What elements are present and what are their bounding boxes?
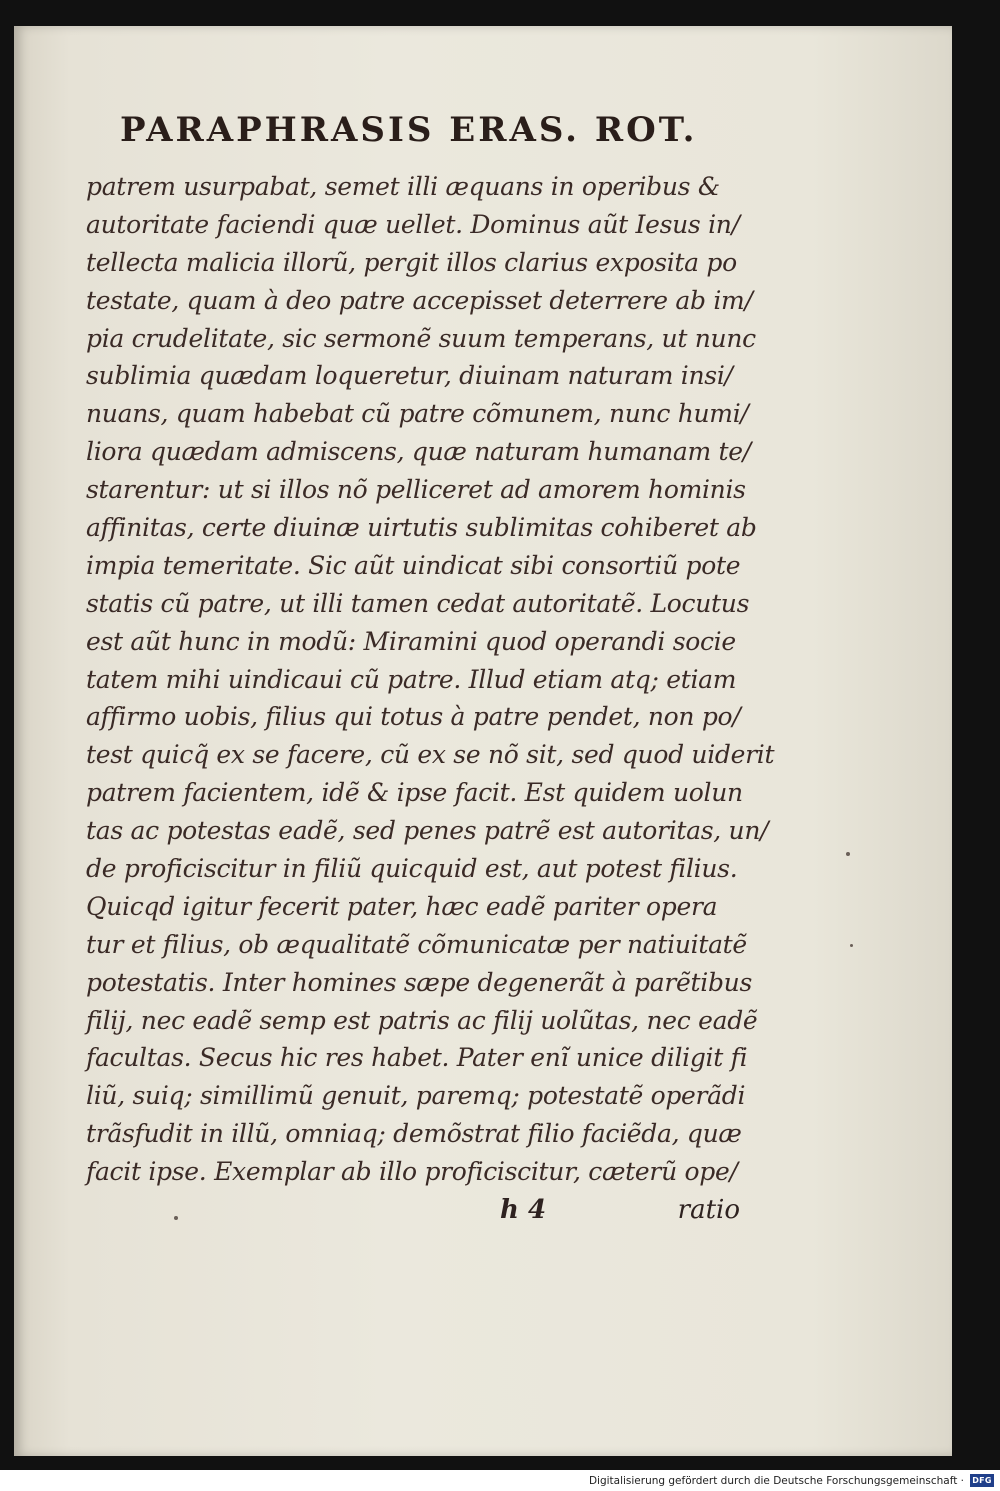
text-line: tatem mihi uindicaui cũ patre. Illud etiam atq; etiam: [86, 664, 737, 694]
text-line: trãsfudit in illũ, omniaq; demõstrat filio faciẽda, quæ: [86, 1119, 742, 1149]
text-line: patrem facientem, idẽ & ipse facit. Est quidem uolun: [86, 778, 743, 808]
text-line: pia crudelitate, sic sermonẽ suum temperans, ut nunc: [86, 323, 756, 353]
signature-line: [500, 1195, 740, 1225]
text-line: sublimia quædam loqueretur, diuinam naturam insi/: [86, 361, 733, 391]
text-line: starentur: ut si illos nõ pelliceret ad amorem hominis: [86, 475, 746, 505]
footer-credit: Digitalisierung gefördert durch die Deutsche Forschungsgemeinschaft ·: [588, 1474, 964, 1487]
text-line: nuans, quam habebat cũ patre cõmunem, nunc humi/: [86, 399, 749, 429]
text-line: liora quædam admiscens, quæ naturam humanam te/: [86, 437, 751, 467]
text-line: Quicqd igitur fecerit pater, hæc eadẽ pariter opera: [86, 891, 718, 921]
dfg-logo: DFG: [970, 1474, 994, 1487]
text-line: filij, nec eadẽ semp est patris ac filij uolũtas, nec eadẽ: [86, 1005, 758, 1035]
text-line: affinitas, certe diuinæ uirtutis sublimitas cohiberet ab: [86, 513, 757, 543]
text-line: tellecta malicia illorũ, pergit illos clarius exposita po: [86, 247, 737, 277]
text-line: impia temeritate. Sic aũt uindicat sibi consortiũ pote: [86, 550, 741, 580]
text-line: testate, quam à deo patre accepisset deterrere ab im/: [86, 285, 753, 315]
text-line: de proficiscitur in filiũ quicquid est, aut potest filius.: [86, 854, 738, 884]
text-line: statis cũ patre, ut illi tamen cedat autoritatẽ. Locutus: [86, 588, 750, 618]
text-block: [86, 168, 775, 1191]
running-head: PARAPHRASIS ERAS. ROT.: [120, 110, 698, 150]
footer-bar: [0, 1470, 1000, 1491]
catchword: ratio: [677, 1195, 740, 1225]
paper-speck: [846, 852, 850, 856]
text-line: facultas. Secus hic res habet. Pater enĩ unice diligit fi: [86, 1043, 748, 1073]
text-line: facit ipse. Exemplar ab illo proficiscitur, cæterũ ope/: [86, 1157, 738, 1187]
text-line: potestatis. Inter homines sæpe degenerãt à parẽtibus: [86, 967, 752, 997]
text-line: tur et filius, ob æqualitatẽ cõmunicatæ per natiuitatẽ: [86, 929, 747, 959]
paper-speck: [174, 1216, 178, 1220]
text-line: affirmo uobis, filius qui totus à patre pendet, non po/: [86, 702, 741, 732]
paper-speck: [850, 944, 853, 947]
text-line: liũ, suiq; simillimũ genuit, paremq; potestatẽ operãdi: [86, 1081, 746, 1111]
text-line: patrem usurpabat, semet illi æquans in operibus &: [86, 172, 720, 201]
text-line: test quicq̃ ex se facere, cũ ex se nõ sit, sed quod uiderit: [86, 740, 775, 770]
signature-mark: h 4: [500, 1195, 547, 1225]
text-line: autoritate faciendi quæ uellet. Dominus aũt Iesus in/: [86, 209, 740, 239]
text-line: est aũt hunc in modũ: Miramini quod operandi socie: [86, 626, 736, 656]
text-line: tas ac potestas eadẽ, sed penes patrẽ est autoritas, un/: [86, 816, 769, 846]
